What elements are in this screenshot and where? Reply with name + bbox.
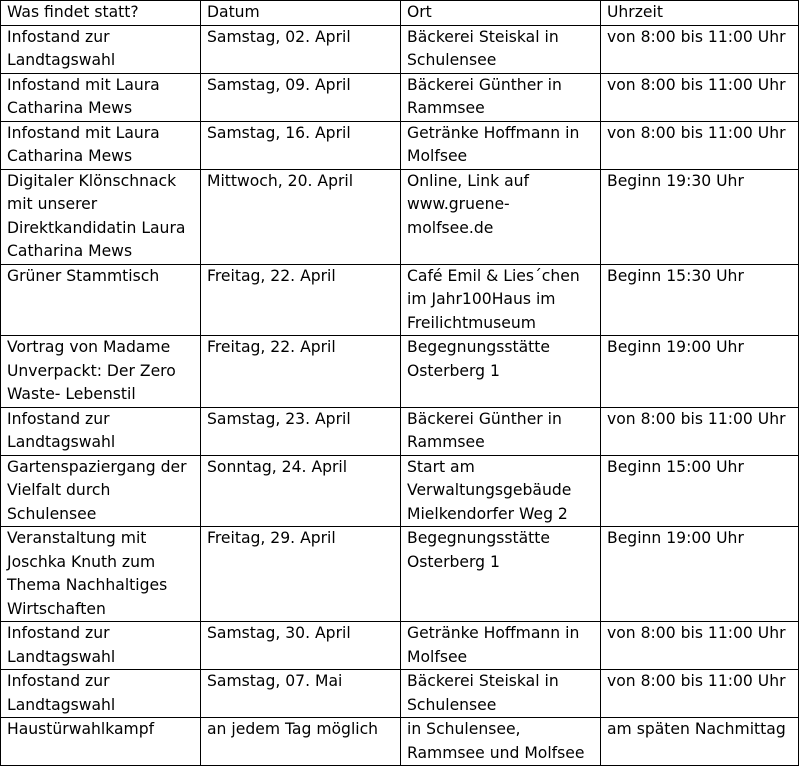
cell-place: Begegnungsstätte Osterberg 1 xyxy=(401,527,601,622)
table-row xyxy=(1,73,799,121)
header-time: Uhrzeit xyxy=(601,1,799,26)
cell-event: Veranstaltung mit Joschka Knuth zum Thema Nachhaltiges Wirtschaften xyxy=(1,527,201,622)
cell-time: am späten Nachmittag xyxy=(601,718,799,766)
table-row xyxy=(1,169,799,264)
cell-date: Freitag, 22. April xyxy=(201,264,401,336)
table-row xyxy=(1,121,799,169)
table-row xyxy=(1,670,799,718)
cell-place: Bäckerei Steiskal in Schulensee xyxy=(401,670,601,718)
table-body xyxy=(1,25,799,766)
cell-time: von 8:00 bis 11:00 Uhr xyxy=(601,670,799,718)
cell-date: Freitag, 22. April xyxy=(201,336,401,408)
cell-event: Infostand zur Landtagswahl xyxy=(1,25,201,73)
cell-place: Bäckerei Günther in Rammsee xyxy=(401,73,601,121)
table-row xyxy=(1,718,799,766)
table-row xyxy=(1,264,799,336)
cell-time: Beginn 15:30 Uhr xyxy=(601,264,799,336)
cell-place: Getränke Hoffmann in Molfsee xyxy=(401,622,601,670)
table-row xyxy=(1,336,799,408)
cell-date: Samstag, 23. April xyxy=(201,407,401,455)
table-row xyxy=(1,25,799,73)
cell-place: Start am Verwaltungsgebäude Mielkendorfer Weg 2 xyxy=(401,455,601,527)
cell-place: Bäckerei Steiskal in Schulensee xyxy=(401,25,601,73)
header-event: Was findet statt? xyxy=(1,1,201,26)
header-place: Ort xyxy=(401,1,601,26)
cell-event: Gartenspaziergang der Vielfalt durch Schulensee xyxy=(1,455,201,527)
cell-time: von 8:00 bis 11:00 Uhr xyxy=(601,121,799,169)
cell-place: Café Emil & Lies´chen im Jahr100Haus im Freilichtmuseum xyxy=(401,264,601,336)
cell-date: Freitag, 29. April xyxy=(201,527,401,622)
cell-place: Bäckerei Günther in Rammsee xyxy=(401,407,601,455)
cell-place: Getränke Hoffmann in Molfsee xyxy=(401,121,601,169)
cell-event: Infostand zur Landtagswahl xyxy=(1,622,201,670)
cell-time: Beginn 15:00 Uhr xyxy=(601,455,799,527)
cell-event: Digitaler Klönschnack mit unserer Direktkandidatin Laura Catharina Mews xyxy=(1,169,201,264)
cell-event: Haustürwahlkampf xyxy=(1,718,201,766)
cell-place: Begegnungsstätte Osterberg 1 xyxy=(401,336,601,408)
cell-date: Samstag, 16. April xyxy=(201,121,401,169)
cell-date: Samstag, 09. April xyxy=(201,73,401,121)
table-row xyxy=(1,407,799,455)
cell-place: Online, Link auf www.gruene- molfsee.de xyxy=(401,169,601,264)
cell-time: von 8:00 bis 11:00 Uhr xyxy=(601,622,799,670)
cell-time: Beginn 19:30 Uhr xyxy=(601,169,799,264)
cell-event: Infostand zur Landtagswahl xyxy=(1,670,201,718)
cell-event: Infostand mit Laura Catharina Mews xyxy=(1,73,201,121)
cell-time: Beginn 19:00 Uhr xyxy=(601,527,799,622)
cell-date: Samstag, 02. April xyxy=(201,25,401,73)
header-date: Datum xyxy=(201,1,401,26)
cell-place: in Schulensee, Rammsee und Molfsee xyxy=(401,718,601,766)
cell-date: Samstag, 30. April xyxy=(201,622,401,670)
cell-time: von 8:00 bis 11:00 Uhr xyxy=(601,25,799,73)
cell-time: Beginn 19:00 Uhr xyxy=(601,336,799,408)
cell-date: Samstag, 07. Mai xyxy=(201,670,401,718)
cell-time: von 8:00 bis 11:00 Uhr xyxy=(601,407,799,455)
cell-time: von 8:00 bis 11:00 Uhr xyxy=(601,73,799,121)
cell-event: Vortrag von Madame Unverpackt: Der Zero Waste- Lebenstil xyxy=(1,336,201,408)
cell-event: Infostand zur Landtagswahl xyxy=(1,407,201,455)
table-row xyxy=(1,527,799,622)
cell-date: Mittwoch, 20. April xyxy=(201,169,401,264)
cell-date: Sonntag, 24. April xyxy=(201,455,401,527)
cell-event: Grüner Stammtisch xyxy=(1,264,201,336)
cell-event: Infostand mit Laura Catharina Mews xyxy=(1,121,201,169)
table-row xyxy=(1,455,799,527)
cell-date: an jedem Tag möglich xyxy=(201,718,401,766)
table-header-row xyxy=(1,1,799,26)
table-row xyxy=(1,622,799,670)
